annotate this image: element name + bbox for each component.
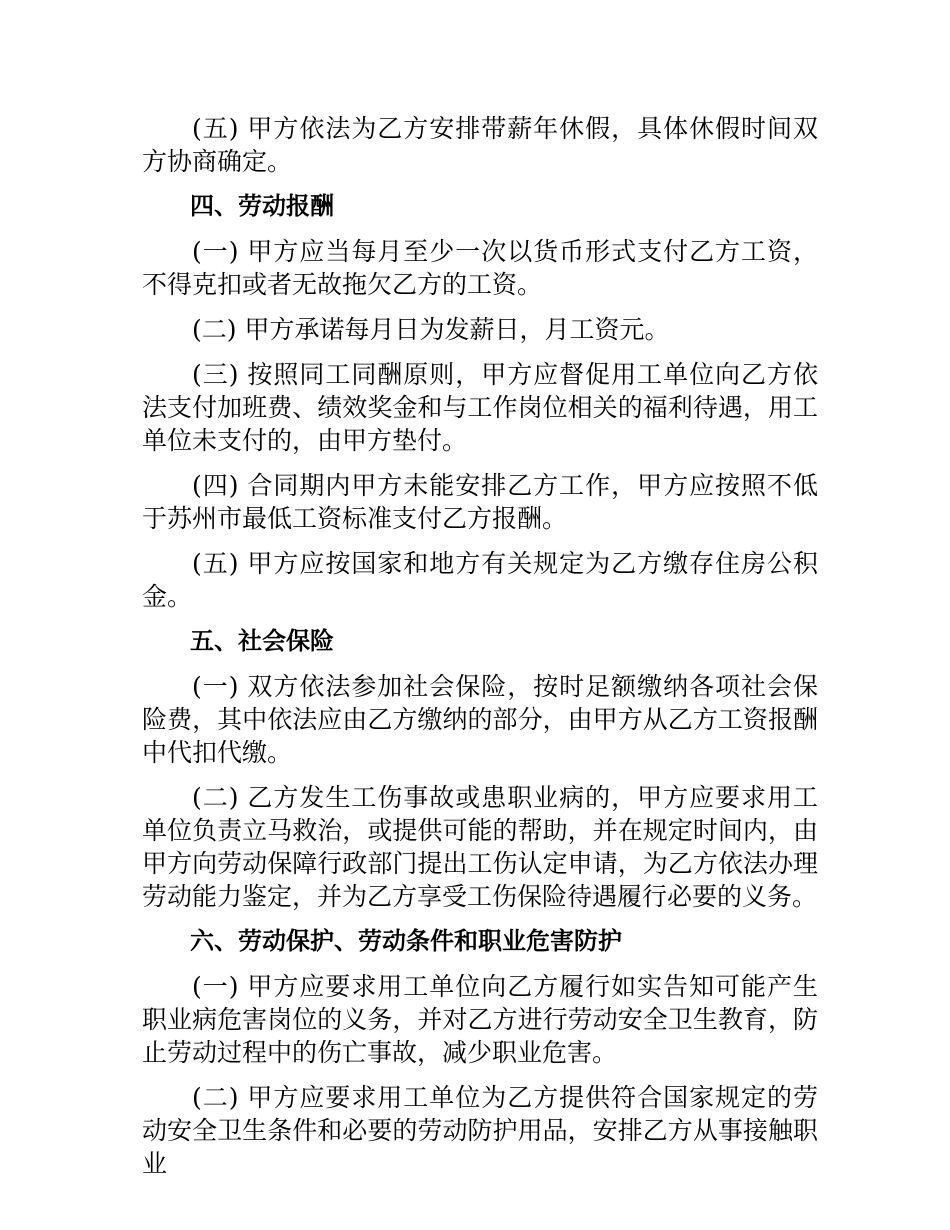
clause-monthly-wage-payment: (一) 甲方应当每月至少一次以货币形式支付乙方工资，不得克扣或者无故拖欠乙方的工资。 — [142, 237, 818, 299]
clause-housing-fund: (五) 甲方应按国家和地方有关规定为乙方缴存住房公积金。 — [142, 549, 818, 611]
section-heading-labor-protection: 六、劳动保护、劳动条件和职业危害防护 — [190, 927, 622, 955]
clause-work-injury: (二) 乙方发生工伤事故或患职业病的，甲方应要求用工单位负责立马救治，或提供可能的帮助，并在规定时间内，由甲方向劳动保障行政部门提出工伤认定申请，为乙方依法办理劳动能力鉴定，并为乙方享受工伤保险待遇履行必要的义务。 — [142, 783, 818, 911]
clause-minimum-wage: (四) 合同期内甲方未能安排乙方工作，甲方应按照不低于苏州市最低工资标准支付乙方报酬。 — [142, 471, 818, 533]
clause-equal-pay: (三) 按照同工同酬原则，甲方应督促用工单位向乙方依法支付加班费、绩效奖金和与工作岗位相关的福利待遇，用工单位未支付的，由甲方垫付。 — [142, 360, 818, 455]
clause-safety-conditions: (二) 甲方应要求用工单位为乙方提供符合国家规定的劳动安全卫生条件和必要的劳动防护用品，安排乙方从事接触职业 — [142, 1083, 818, 1178]
section-heading-remuneration: 四、劳动报酬 — [190, 192, 334, 220]
clause-insurance-contribution: (一) 双方依法参加社会保险，按时足额缴纳各项社会保险费，其中依法应由乙方缴纳的部分，由甲方从乙方工资报酬中代扣代缴。 — [142, 672, 818, 767]
clause-payday: (二) 甲方承诺每月日为发薪日，月工资元。 — [192, 315, 670, 344]
document-body — [142, 112, 818, 1192]
clause-paid-annual-leave: (五) 甲方依法为乙方安排带薪年休假，具体休假时间双方协商确定。 — [142, 114, 818, 176]
section-heading-social-insurance: 五、社会保险 — [190, 627, 334, 655]
clause-hazard-disclosure: (一) 甲方应要求用工单位向乙方履行如实告知可能产生职业病危害岗位的义务，并对乙方进行劳动安全卫生教育，防止劳动过程中的伤亡事故，减少职业危害。 — [142, 972, 818, 1067]
